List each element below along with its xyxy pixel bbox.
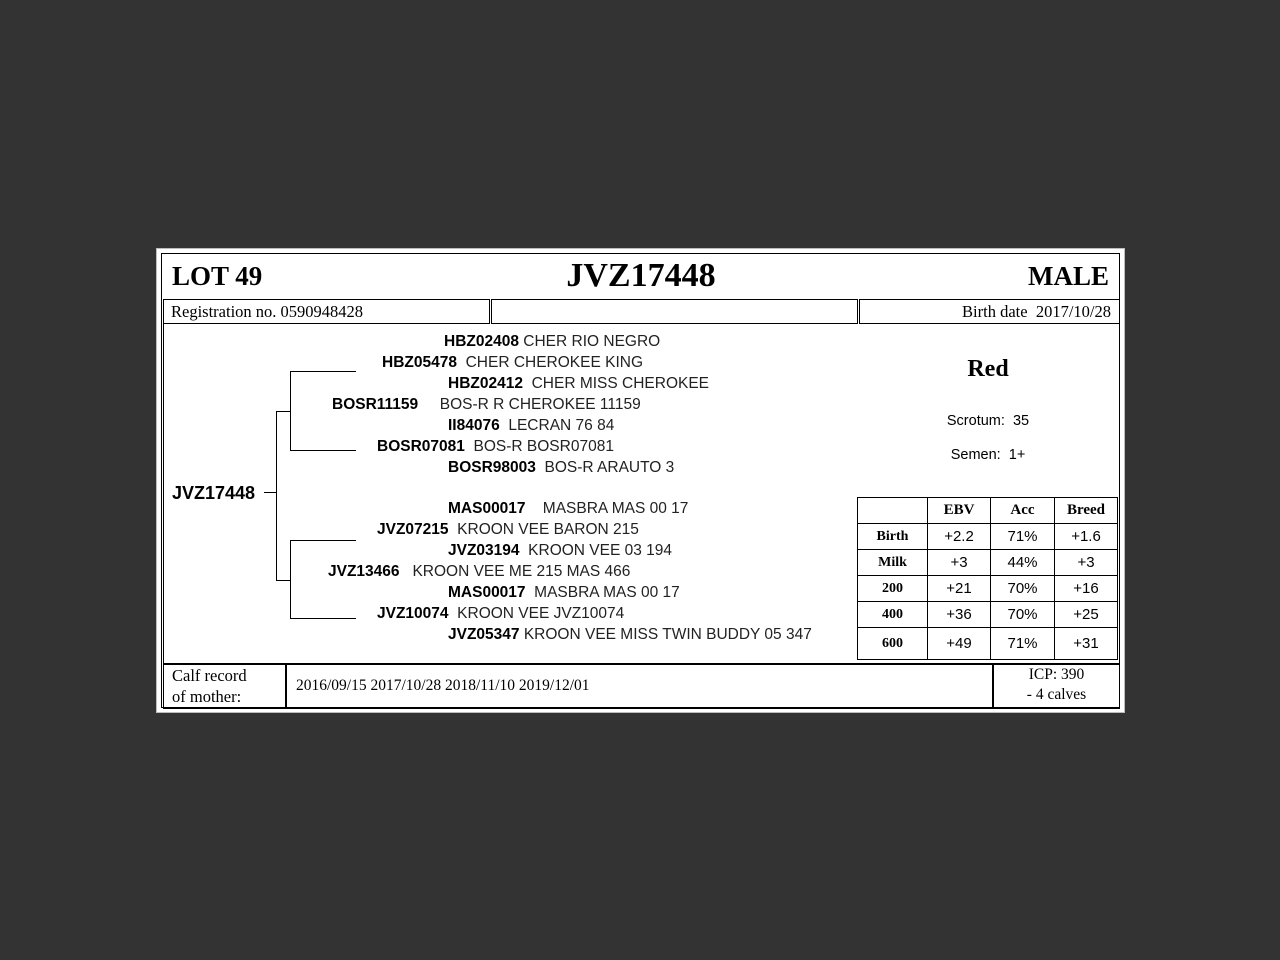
pedigree-dss <box>448 500 688 518</box>
lot-number: LOT 49 <box>172 261 263 291</box>
pedigree-name: BOS-R BOSR07081 <box>473 438 614 455</box>
pedigree-name: KROON VEE 03 194 <box>528 542 673 559</box>
calf-record-label-box <box>163 664 286 709</box>
acc-value: 44% <box>991 550 1055 576</box>
pedigree-name: KROON VEE BARON 215 <box>457 521 639 538</box>
ebv-value: +36 <box>928 602 991 628</box>
pedigree-dd <box>377 605 624 623</box>
pedigree-sdd <box>448 459 674 477</box>
ebv-value: +21 <box>928 576 991 602</box>
parents-bracket <box>276 411 277 581</box>
pedigree-ssd <box>448 375 709 393</box>
pedigree-code: BOSR98003 <box>448 459 536 476</box>
ebv-value: +3 <box>928 550 991 576</box>
scrotum-value: 35 <box>1012 413 1030 429</box>
ebv-header-acc: Acc <box>991 498 1055 524</box>
pedigree-sss <box>444 333 660 351</box>
registration-number: 0590948428 <box>280 302 364 321</box>
pedigree-code: MAS00017 <box>448 500 526 517</box>
semen-value: 1+ <box>1008 447 1026 463</box>
calf-record-dates-box <box>286 664 993 709</box>
registration-box <box>163 299 490 324</box>
scrotum-label: Scrotum: <box>946 413 1005 429</box>
semen-text <box>918 447 1058 463</box>
pedigree-code: II84076 <box>448 417 500 434</box>
pedigree-name: LECRAN 76 84 <box>508 417 615 434</box>
pedigree-code: JVZ13466 <box>328 563 400 580</box>
pedigree-name: KROON VEE JVZ10074 <box>457 605 625 622</box>
subject-connector <box>264 492 276 493</box>
birth-date-label: Birth date <box>962 302 1028 321</box>
pedigree-code: HBZ02408 <box>444 333 519 350</box>
pedigree-ddd <box>448 626 812 644</box>
pedigree-name: BOS-R ARAUTO 3 <box>544 459 675 476</box>
scrotum-text <box>918 413 1058 429</box>
sire-connector <box>276 411 290 412</box>
registration-text <box>171 302 363 322</box>
pedigree-dds <box>448 584 680 602</box>
ebv-row-label: Milk <box>858 550 928 576</box>
acc-value: 71% <box>991 524 1055 550</box>
semen-label: Semen: <box>950 447 1001 463</box>
lot-card <box>156 248 1125 713</box>
calves-count: - 4 calves <box>1026 686 1087 703</box>
colour-label: Red <box>967 356 1009 382</box>
pedigree-code: HBZ05478 <box>382 354 457 371</box>
icp-box <box>993 664 1120 709</box>
pedigree-code: JVZ05347 <box>448 626 520 643</box>
dam-sire-connector <box>290 540 356 541</box>
pedigree-code: JVZ03194 <box>448 542 520 559</box>
card-frame <box>161 253 1120 708</box>
breed-value: +16 <box>1055 576 1118 602</box>
pedigree-name: BOS-R R CHEROKEE 11159 <box>439 396 641 413</box>
pedigree-name: CHER RIO NEGRO <box>523 333 661 350</box>
pedigree-code: BOSR11159 <box>332 396 419 413</box>
breed-value: +1.6 <box>1055 524 1118 550</box>
acc-value: 70% <box>991 602 1055 628</box>
icp-value: ICP: 390 <box>1028 666 1085 683</box>
calf-record-label-line2: of mother: <box>172 687 242 706</box>
pedigree-code: HBZ02412 <box>448 375 523 392</box>
ebv-row-400 <box>858 602 1118 628</box>
pedigree-sds <box>448 417 614 435</box>
blank-box <box>491 299 858 324</box>
ebv-corner-cell <box>858 498 928 524</box>
breed-value: +3 <box>1055 550 1118 576</box>
pedigree-ss <box>382 354 643 372</box>
pedigree-code: JVZ10074 <box>377 605 449 622</box>
ebv-table <box>857 497 1118 660</box>
pedigree-code: MAS00017 <box>448 584 526 601</box>
sire-sire-connector <box>290 371 356 372</box>
birth-date-value: 2017/10/28 <box>1035 302 1111 321</box>
ebv-row-birth <box>858 524 1118 550</box>
birth-date-box <box>859 299 1120 324</box>
pedigree-sire <box>332 396 641 414</box>
dam-connector <box>276 580 290 581</box>
dam-bracket <box>290 540 291 619</box>
registration-label: Registration no. <box>171 302 277 321</box>
ebv-header-breed: Breed <box>1055 498 1118 524</box>
pedigree-name: KROON VEE ME 215 MAS 466 <box>412 563 631 580</box>
ebv-header-row <box>858 498 1118 524</box>
calf-record-dates: 2016/09/15 2017/10/28 2018/11/10 2019/12/01 <box>296 677 590 694</box>
pedigree-subject: JVZ17448 <box>172 483 256 503</box>
sex-label: MALE <box>1028 261 1109 291</box>
pedigree-name: CHER CHEROKEE KING <box>465 354 644 371</box>
pedigree-name: KROON VEE MISS TWIN BUDDY 05 347 <box>523 626 812 643</box>
ebv-row-label: 200 <box>858 576 928 602</box>
pedigree-dam <box>328 563 630 581</box>
acc-value: 70% <box>991 576 1055 602</box>
pedigree-name: MASBRA MAS 00 17 <box>534 584 680 601</box>
ebv-row-600 <box>858 628 1118 660</box>
ebv-value: +49 <box>928 628 991 660</box>
pedigree-code: JVZ07215 <box>377 521 449 538</box>
pedigree-dsd <box>448 542 672 560</box>
ebv-row-200 <box>858 576 1118 602</box>
birth-date-text <box>962 302 1111 322</box>
animal-id-title: JVZ17448 <box>566 257 716 294</box>
pedigree-name: MASBRA MAS 00 17 <box>542 500 689 517</box>
ebv-header-ebv: EBV <box>928 498 991 524</box>
acc-value: 71% <box>991 628 1055 660</box>
ebv-row-label: 400 <box>858 602 928 628</box>
ebv-row-milk <box>858 550 1118 576</box>
breed-value: +31 <box>1055 628 1118 660</box>
ebv-value: +2.2 <box>928 524 991 550</box>
calf-record-label-line1: Calf record <box>172 666 247 685</box>
ebv-row-label: 600 <box>858 628 928 660</box>
pedigree-sd <box>377 438 614 456</box>
pedigree-ds <box>377 521 639 539</box>
breed-value: +25 <box>1055 602 1118 628</box>
sire-dam-connector <box>290 450 356 451</box>
ebv-row-label: Birth <box>858 524 928 550</box>
pedigree-code: BOSR07081 <box>377 438 465 455</box>
dam-dam-connector <box>290 618 356 619</box>
sire-bracket <box>290 371 291 451</box>
pedigree-name: CHER MISS CHEROKEE <box>531 375 710 392</box>
